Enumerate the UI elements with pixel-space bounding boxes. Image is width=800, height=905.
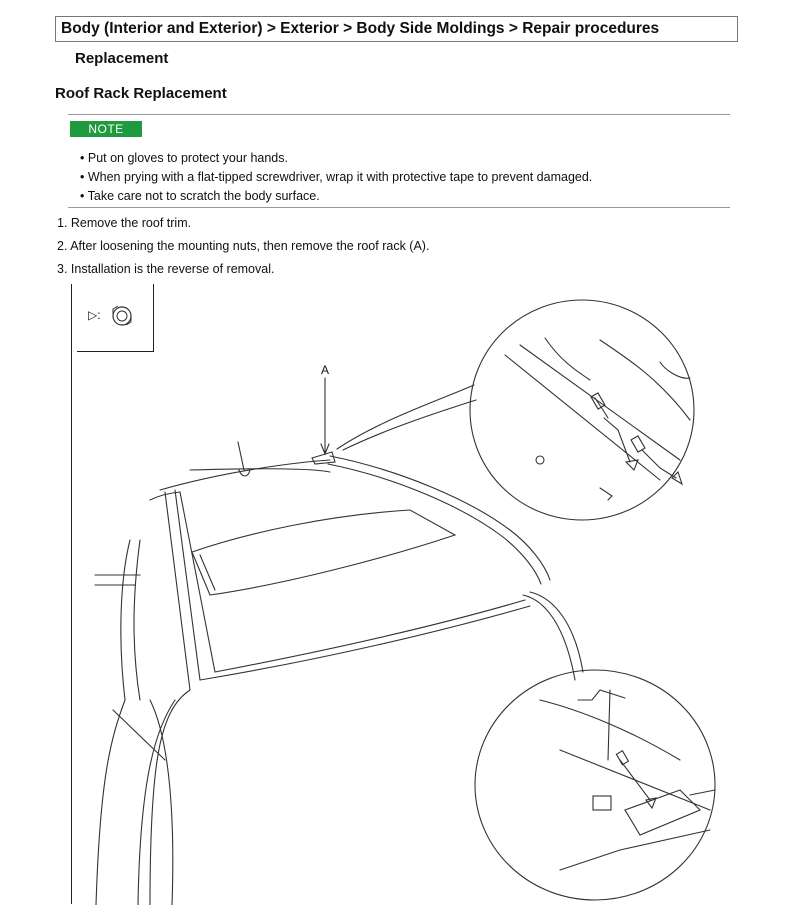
note-badge: NOTE <box>70 121 142 137</box>
note-item: • Put on gloves to protect your hands. <box>80 151 288 165</box>
legend-symbol: ▷: <box>88 308 101 322</box>
procedure-title: Roof Rack Replacement <box>55 85 227 102</box>
note-item: • When prying with a flat-tipped screwdriver, wrap it with protective tape to prevent damaged. <box>80 170 593 184</box>
step-item: 2. After loosening the mounting nuts, then remove the roof rack (A). <box>57 239 430 253</box>
callout-label-a: A <box>320 363 330 377</box>
section-title: Replacement <box>75 50 169 67</box>
note-item: • Take care not to scratch the body surface. <box>80 189 320 203</box>
breadcrumb: Body (Interior and Exterior) > Exterior > Body Side Moldings > Repair procedures <box>55 16 738 42</box>
step-item: 1. Remove the roof trim. <box>57 216 192 230</box>
step-item: 3. Installation is the reverse of removal. <box>57 262 275 276</box>
